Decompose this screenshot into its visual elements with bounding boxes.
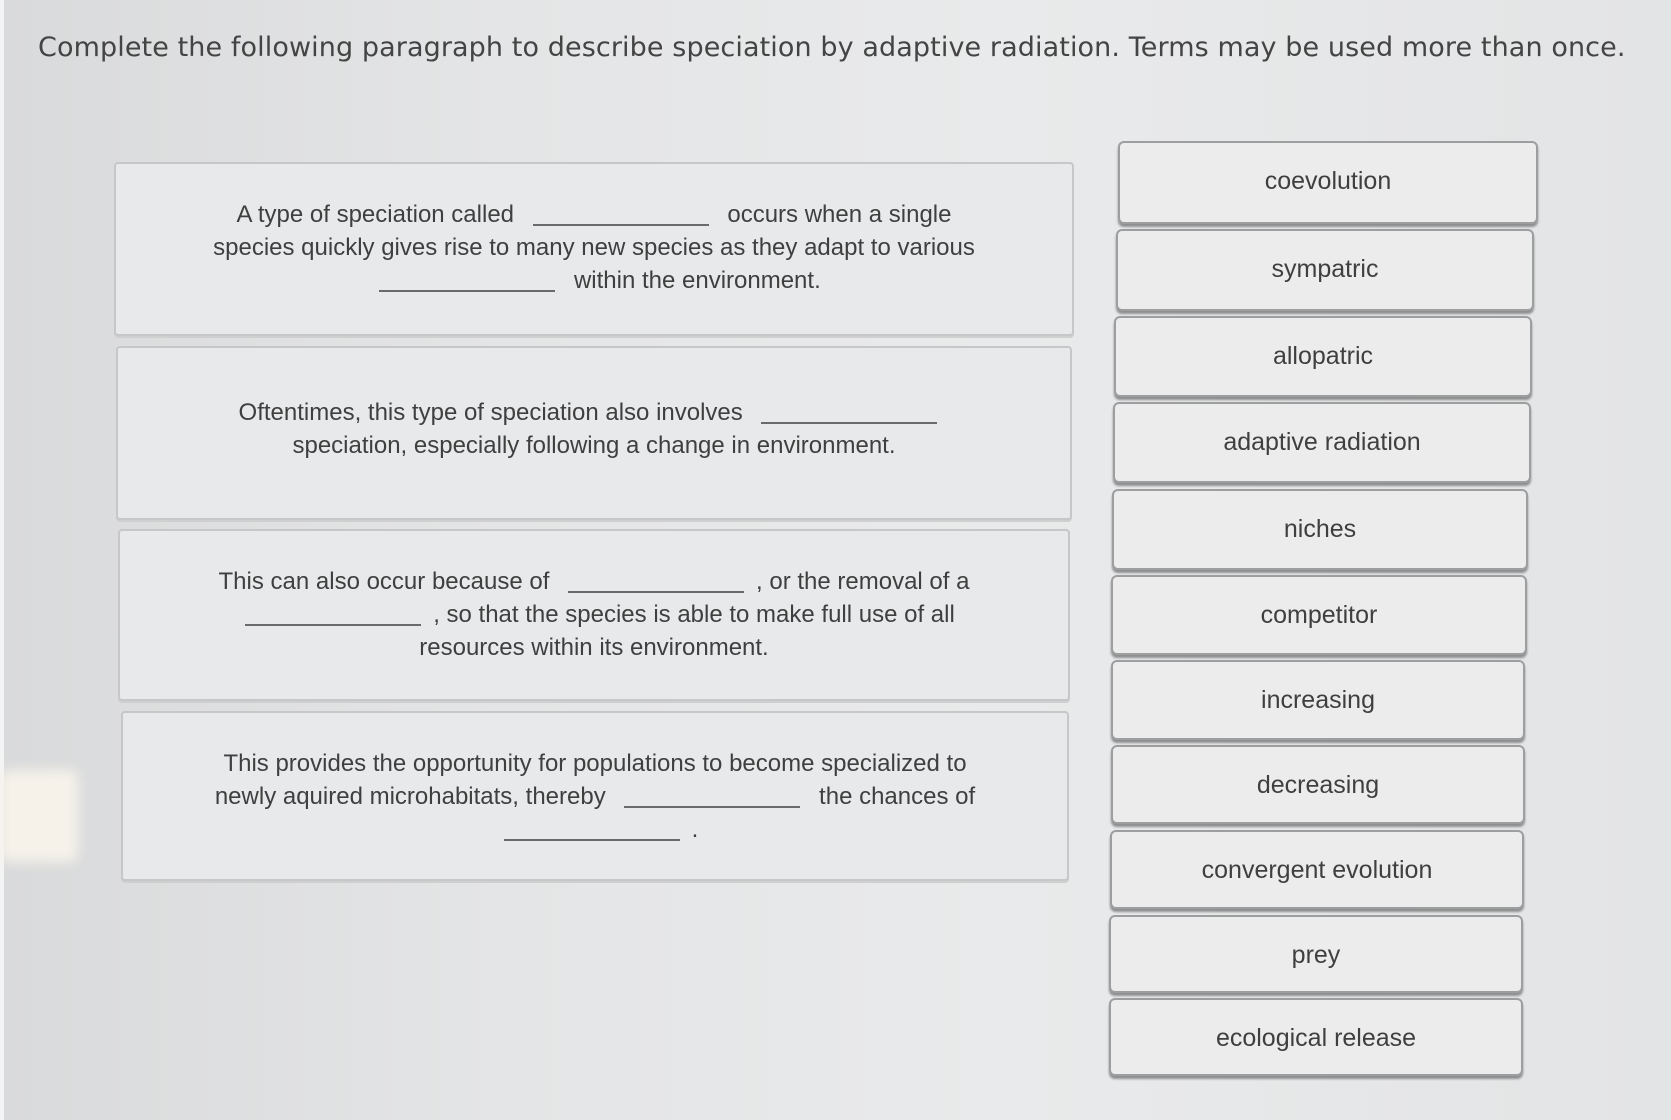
paragraph-1-line-3: within the environment.	[146, 264, 1042, 297]
paragraph-2-line-2: speciation, especially following a change in environment.	[292, 432, 896, 459]
term-increasing[interactable]: increasing	[1111, 660, 1525, 740]
term-coevolution[interactable]: coevolution	[1118, 141, 1538, 224]
light-glare	[0, 770, 78, 862]
paragraph-1-line-1: A type of speciation called occurs when a single	[236, 201, 952, 228]
drop-blank-5[interactable]	[245, 600, 421, 626]
term-prey[interactable]: prey	[1109, 915, 1523, 993]
instructions-text: Complete the following paragraph to describe speciation by adaptive radiation. Terms may be used more than once.	[38, 32, 1626, 63]
paragraph-2-line-1: Oftentimes, this type of speciation also involves	[148, 396, 1040, 429]
drop-blank-2[interactable]	[379, 266, 555, 292]
term-niches[interactable]: niches	[1112, 489, 1528, 570]
term-convergent-evolution[interactable]: convergent evolution	[1110, 830, 1524, 909]
paragraph-1-line-2: species quickly gives rise to many new species as they adapt to various	[213, 234, 975, 261]
drop-blank-4[interactable]	[568, 567, 744, 593]
term-adaptive-radiation[interactable]: adaptive radiation	[1113, 402, 1531, 483]
paragraph-box-4	[121, 711, 1069, 881]
paragraph-box-1	[114, 162, 1074, 336]
term-ecological-release[interactable]: ecological release	[1109, 998, 1523, 1076]
screen-edge	[0, 0, 4, 1120]
paragraph-box-3	[118, 529, 1070, 701]
term-decreasing[interactable]: decreasing	[1111, 745, 1525, 824]
drop-blank-7[interactable]	[504, 815, 680, 841]
paragraph-3-line-1: This can also occur because of , or the removal of a	[218, 568, 970, 595]
drop-blank-6[interactable]	[624, 782, 800, 808]
drop-blank-3[interactable]	[761, 398, 937, 424]
term-sympatric[interactable]: sympatric	[1116, 229, 1534, 311]
paragraph-3-line-2: , so that the species is able to make full use of all	[150, 598, 1038, 631]
drop-blank-1[interactable]	[533, 200, 709, 226]
paragraph-4-line-1: This provides the opportunity for populations to become specialized to	[223, 750, 967, 777]
paragraph-3-line-3: resources within its environment.	[419, 634, 769, 661]
term-allopatric[interactable]: allopatric	[1114, 316, 1532, 397]
paragraph-4-line-3: .	[153, 813, 1037, 846]
paragraph-4-line-2: newly aquired microhabitats, thereby the chances of	[214, 783, 976, 810]
term-competitor[interactable]: competitor	[1111, 575, 1527, 655]
paragraph-box-2	[116, 346, 1072, 520]
